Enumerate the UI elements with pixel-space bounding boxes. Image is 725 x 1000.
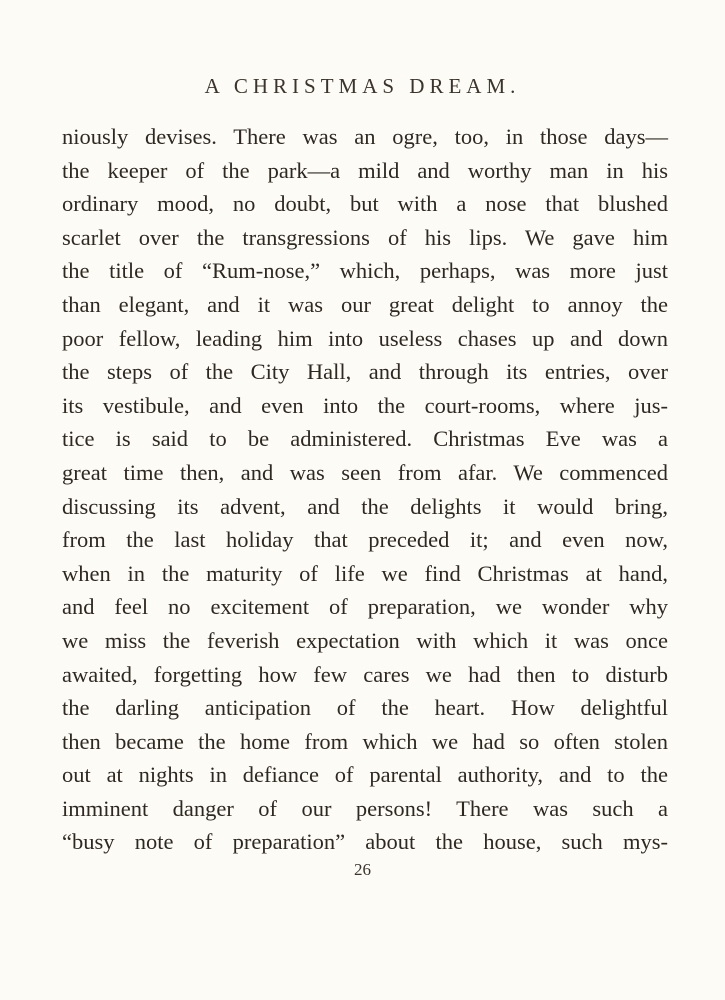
text-line: then became the home from which we had so often stolen bbox=[62, 728, 668, 754]
text-line: ordinary mood, no doubt, but with a nose that blushed bbox=[62, 191, 668, 217]
text-line: great time then, and was seen from afar. We commenced bbox=[62, 459, 668, 485]
text-line: discussing its advent, and the delights it would bring, bbox=[62, 493, 668, 519]
text-line: imminent danger of our persons! There was such a bbox=[62, 795, 668, 821]
text-line: the darling anticipation of the heart. How delightful bbox=[62, 695, 668, 721]
text-line: from the last holiday that preceded it; and even now, bbox=[62, 527, 668, 553]
text-line: the steps of the City Hall, and through its entries, over bbox=[62, 359, 668, 385]
text-line: when in the maturity of life we find Christmas at hand, bbox=[62, 560, 668, 586]
text-line: we miss the feverish expectation with which it was once bbox=[62, 627, 668, 653]
page-number: 26 bbox=[354, 860, 371, 879]
text-line: and feel no excitement of preparation, we wonder why bbox=[62, 594, 668, 620]
text-line: out at nights in defiance of parental authority, and to the bbox=[62, 762, 668, 788]
text-line: the title of “Rum-nose,” which, perhaps, was more just bbox=[62, 258, 668, 284]
text-line: than elegant, and it was our great delight to annoy the bbox=[62, 291, 668, 317]
text-line: awaited, forgetting how few cares we had then to disturb bbox=[62, 661, 668, 687]
text-line: niously devises. There was an ogre, too, in those days— bbox=[62, 124, 668, 149]
text-line: “busy note of preparation” about the house, such mys- bbox=[62, 829, 668, 855]
body-text bbox=[62, 120, 668, 859]
text-line: the keeper of the park—a mild and worthy man in his bbox=[62, 157, 668, 183]
running-head: A CHRISTMAS DREAM. bbox=[204, 74, 521, 98]
text-line: its vestibule, and even into the court-rooms, where jus- bbox=[62, 392, 668, 418]
text-line: scarlet over the transgressions of his lips. We gave him bbox=[62, 224, 668, 250]
text-line: tice is said to be administered. Christmas Eve was a bbox=[62, 426, 668, 452]
text-line: poor fellow, leading him into useless chases up and down bbox=[62, 325, 668, 351]
